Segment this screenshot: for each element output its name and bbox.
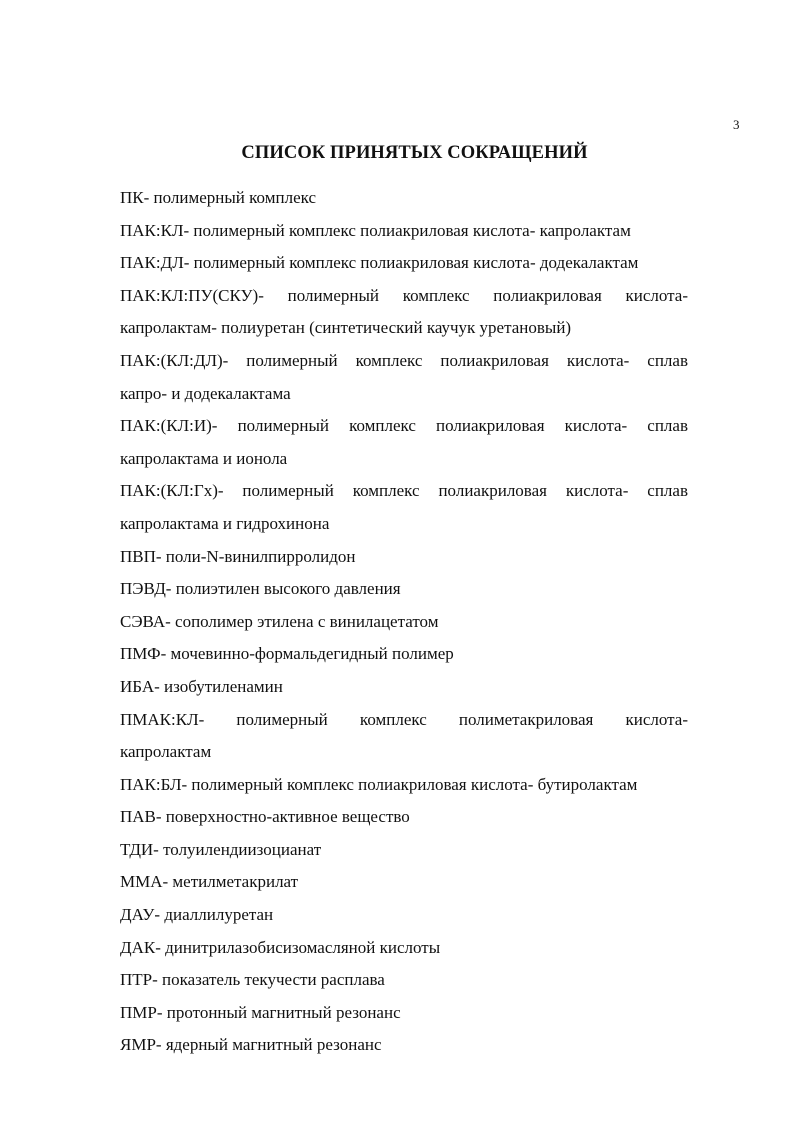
entry-line: ПЭВД- полиэтилен высокого давления [120,579,401,599]
abbreviation-entry [120,1029,688,1062]
entry-line: капро- и додекалактама [120,383,291,403]
entry-line: капролактама и гидрохинона [120,513,330,533]
abbreviation-entry [120,215,688,248]
abbreviation-entry [120,671,688,704]
abbreviation-entry [120,606,688,639]
entry-line: ЯМР- ядерный магнитный резонанс [120,1035,382,1055]
abbreviation-entry [120,573,688,606]
abbreviation-entry [120,704,688,769]
entry-line: ПАК:(КЛ:Гх)- полимерный комплекс полиакриловая кислота- сплав [120,481,688,501]
entry-line: ПАК:КЛ- полимерный комплекс полиакриловая кислота- капролактам [120,220,631,240]
entry-line: ДАК- динитрилазобисизомасляной кислоты [120,937,441,957]
entry-line: капролактам [120,742,212,762]
entry-line: ПАК:КЛ:ПУ(СКУ)- полимерный комплекс полиакриловая кислота- [120,285,688,305]
entry-line: ПАК:БЛ- полимерный комплекс полиакриловая кислота- бутиролактам [120,774,638,794]
entry-line: ПТР- показатель текучести расплава [120,970,385,990]
entry-line: ПАК:(КЛ:И)- полимерный комплекс полиакриловая кислота- сплав [120,416,688,436]
entry-line: ММА- метилметакрилат [120,872,299,892]
entry-line: ПАК:(КЛ:ДЛ)- полимерный комплекс полиакриловая кислота- сплав [120,350,688,370]
abbreviation-entry [120,997,688,1030]
entry-line: капролактама и ионола [120,448,288,468]
abbreviation-entry [120,280,688,345]
abbreviation-entry [120,345,688,410]
entry-line: СЭВА- сополимер этилена с винилацетатом [120,611,439,631]
page-number: 3 [733,117,740,132]
abbreviation-entry [120,801,688,834]
entry-line: ПМР- протонный магнитный резонанс [120,1002,401,1022]
abbreviation-entry [120,866,688,899]
entry-line: ТДИ- толуилендиизоцианат [120,839,322,859]
page-title: СПИСОК ПРИНЯТЫХ СОКРАЩЕНИЙ [241,143,588,163]
entry-line: ИБА- изобутиленамин [120,676,283,696]
abbreviation-entry [120,899,688,932]
entry-line: ПВП- поли-N-винилпирролидон [120,546,356,566]
entry-line: ПМАК:КЛ- полимерный комплекс полиметакриловая кислота- [120,709,688,729]
abbreviation-entry [120,247,688,280]
abbreviation-entry [120,182,688,215]
entry-line: ПМФ- мочевинно-формальдегидный полимер [120,644,454,664]
abbreviations-list [120,182,688,1062]
entry-line: капролактам- полиуретан (синтетический каучук уретановый) [120,318,572,338]
abbreviation-entry [120,410,688,475]
abbreviation-entry [120,932,688,965]
entry-line: ПК- полимерный комплекс [120,188,316,207]
abbreviation-entry [120,541,688,574]
abbreviation-entry [120,834,688,867]
entry-line: ДАУ- диаллилуретан [120,905,274,925]
entry-line: ПАК:ДЛ- полимерный комплекс полиакриловая кислота- додекалактам [120,253,639,273]
abbreviation-entry [120,475,688,540]
abbreviation-entry [120,964,688,997]
entry-line: ПАВ- поверхностно-активное вещество [120,807,410,827]
abbreviation-entry [120,769,688,802]
abbreviation-entry [120,638,688,671]
